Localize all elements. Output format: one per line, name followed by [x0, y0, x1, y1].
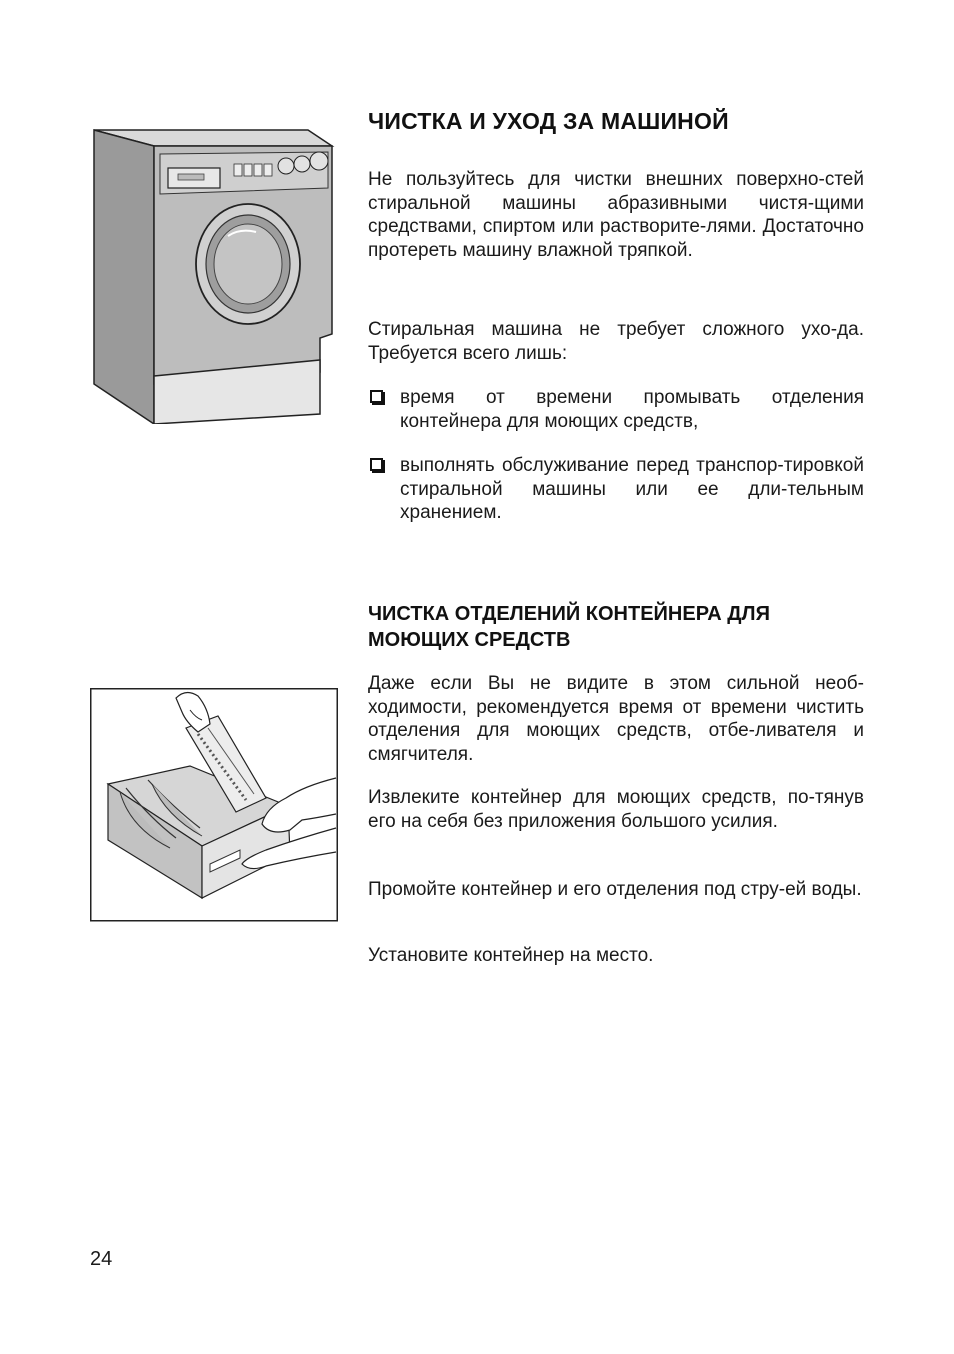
- checkbox-bullet-icon: [370, 390, 383, 403]
- bullet-text: время от времени промывать отделения контейнера для моющих средств,: [400, 387, 864, 432]
- care-paragraph-2-wrap: [368, 318, 864, 365]
- drawer-paragraph-2: Извлеките контейнер для моющих средств, по-тянув его на себя без приложения большого усилия.: [368, 787, 864, 832]
- washing-machine-illustration: [88, 124, 338, 424]
- list-item: [368, 454, 864, 525]
- care-paragraph-2: Стиральная машина не требует сложного ухо-да. Требуется всего лишь:: [368, 319, 864, 364]
- care-bullet-list: [368, 386, 864, 525]
- drawer-paragraph-3-wrap: [368, 878, 864, 902]
- checkbox-bullet-icon: [370, 458, 383, 471]
- drawer-paragraph-1-wrap: [368, 672, 864, 766]
- page-number: 24: [90, 1248, 113, 1270]
- care-paragraph-1-wrap: [368, 168, 864, 262]
- section-title-drawer-line-1: ЧИСТКА ОТДЕЛЕНИЙ КОНТЕЙНЕРА ДЛЯ: [368, 603, 770, 625]
- detergent-drawer-illustration: [90, 688, 338, 922]
- section-title-drawer: [368, 601, 864, 653]
- section-title-care: ЧИСТКА И УХОД ЗА МАШИНОЙ: [368, 108, 729, 134]
- bullet-text: выполнять обслуживание перед транспор-тировкой стиральной машины или ее дли-тельным хранением.: [400, 455, 864, 523]
- drawer-paragraph-3: Промойте контейнер и его отделения под стру-ей воды.: [368, 879, 862, 900]
- drawer-paragraph-1: Даже если Вы не видите в этом сильной необ-ходимости, рекомендуется время от времени чистить отделения для моющих средств, отбе-ливателя и смягчителя.: [368, 673, 864, 765]
- care-list-wrap: [368, 386, 864, 525]
- section-title-drawer-line-2: МОЮЩИХ СРЕДСТВ: [368, 629, 571, 651]
- care-paragraph-1: Не пользуйтесь для чистки внешних поверхно-стей стиральной машины абразивными чистя-щими средствами, спиртом или растворите-лями. Достаточно протереть машину влажной тряпкой.: [368, 169, 864, 261]
- drawer-paragraph-4-wrap: [368, 944, 864, 968]
- section-drawer-cleaning: [368, 601, 864, 653]
- drawer-paragraph-4: Установите контейнер на место.: [368, 945, 654, 966]
- drawer-paragraph-2-wrap: [368, 786, 864, 833]
- list-item: [368, 386, 864, 433]
- section-care: [368, 107, 864, 135]
